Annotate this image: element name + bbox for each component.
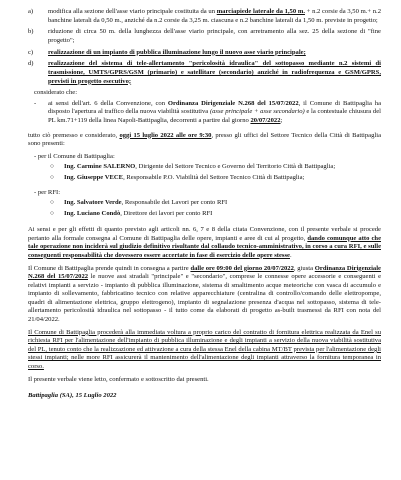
comune-header: - per il Comune di Battipaglia: [34,152,115,160]
list-item-label: b) [28,28,34,36]
dash-marker: - [34,99,37,107]
list-item-text: riduzione di circa 50 m. della lunghezza dell'asse viario principale, con arretramento alla sez. 25 della sezione di "fine progetto"; [48,28,381,44]
attendee-row [50,174,381,183]
circle-bullet-icon: ○ [50,209,54,217]
attendee-role: , Dirigente del Settore Tecnico e Governo del Territorio Città di Battipaglia; [135,163,336,171]
modifications-list [28,8,381,86]
list-item [28,8,381,25]
signoff-date: Battipaglia (SA), 15 Luglio 2022 [28,392,117,400]
list-item [28,28,381,45]
voltura-paragraph: Il Comune di Battipaglia procederà alla immediata voltura a proprio carico del contratto di fornitura elettrica realizzata da Enel su richiesta RFI per l'alimentazione dell'impianto di pubblica illuminazione e degli impianti a servizio della nuova viabilità sostitutiva del PL, tenuto conto che la realizzazione ed attivazione a cura della stessa Enel della cabina MT/BT prevista per l'alimentazione degli stessi impianti; nelle more RFI assicurerà il mantenimento dell'alimentazione degli impianti attraverso la fornitura temporanea in corso. [28,328,381,370]
considerato-heading: considerato che: [34,89,78,97]
list-item-text: realizzazione di un impianto di pubblica illuminazione lungo il nuovo asse viario principale; [48,48,306,56]
list-item-label: c) [28,48,34,56]
attendee-row [50,210,381,219]
attendee-name: Ing. Salvatore Verde [64,199,122,207]
attendee-name: Ing. Carmine SALERNO [64,163,136,171]
closing-paragraph: Il presente verbale viene letto, confermato e sottoscritto dai presenti. [28,375,209,383]
rfi-header: - per RFI: [34,188,61,196]
attendee-name: Ing. Luciano Condò [64,209,121,217]
list-item-text: modifica alla sezione dell'asse viario principale costituita da un marciapiede laterale da 1,50 m. + n.2 corsie da 3,50 m.+ n.2 banchine laterali da 0,50 m., anziché da n.2 corsie da 3,25 m. ciascuna e n.2 banchine laterali da 1,50 m. previste in progetto; [48,8,381,24]
list-item [28,60,381,86]
attendee-name: Ing. Giuseppe VECE [64,173,124,181]
list-item-label: a) [28,8,34,15]
attendee-role: , Responsabile dei Lavori per conto RFI [121,199,228,207]
attendee-row [50,163,381,172]
considerato-item [34,100,381,126]
attendee-role: , Direttore dei lavori per conto RFI [120,209,213,217]
presenti-paragraph: tutto ciò premesso e considerato, oggi 15 luglio 2022 alle ore 9:30, presso gli uffici del Settore Tecnico della Città di Battipaglia sono presenti: [28,131,381,148]
attendee-role: , Responsabile P.O. Viabilità del Settore Tecnico Città di Battipaglia; [123,173,305,181]
attendee-row [50,199,381,208]
circle-bullet-icon: ○ [50,199,54,207]
circle-bullet-icon: ○ [50,163,54,171]
list-item-label: d) [28,60,34,68]
consegna-paragraph: Ai sensi e per gli effetti di quanto previsto agli articoli nn. 6, 7 e 8 della citata Convenzione, con il presente verbale si procede pertanto alla formale consegna al Comune di Battipaglia delle opere, impianti e aree di cui al progetto, dando comunque atto che tale operazione non inciderà sul giudizio definitivo risultante dal collaudo tecnico-amministrativo, in corso a cura RFI, e sulle conseguenti responsabilità che dovessero essere accertate in fase di esercizio delle opere stesse. [28,226,381,259]
ordinanza-paragraph: ai sensi dell'art. 6 della Convenzione, con Ordinanza Dirigenziale N.268 del 15/07/2022, il Comune di Battipaglia ha disposto l'apertura al traffico della nuova viabilità sostitutiva (asse principale + asse secondario) e la contestuale chiusura del PL km.71+119 della linea Napoli-Battipaglia, decorrenti a partire dal giorno 20/07/2022; [48,99,381,124]
list-item-text: realizzazione del sistema di tele-allertamento "pericolosità idraulica" del sottopasso mediante n.2 sistemi di trasmissione, UMTS/GPRS/GSM (primario) e satellitare (secondario) anziché in radiofrequenza e GSM/GPRS, previsti in progetto esecutivo; [48,60,381,85]
presa-in-consegna-paragraph: Il Comune di Battipaglia prende quindi in consegna a partire dalle ore 09:00 del giorno 20/07/2022, giusta Ordinanza Dirigenziale N.268 del 15/07/2022 le nuove assi stradali "principale" e "secondario", comprese le connesse opere accessorie e conseguenti e relativi impianti a servizio - impianto di pubblica illuminazione, sistema di smaltimento acque meteoriche con vasca di accumulo e impianto di sollevamento, fabbricatino tecnico con relative apparecchiature (centralina di controllo/comando delle elettropompe, quadri di alimentazione elettrica, gruppo elettrogeno), impianto di segnalazione presenza d'acqua nel sottopasso, sistema di tele-allertamento pericolosità idraulica nel sottopasso - il tutto come da elaborati di progetto as-built trasmessi da RFI con nota del 21/04/2022. [28,264,381,323]
circle-bullet-icon: ○ [50,173,54,181]
list-item [28,49,381,58]
